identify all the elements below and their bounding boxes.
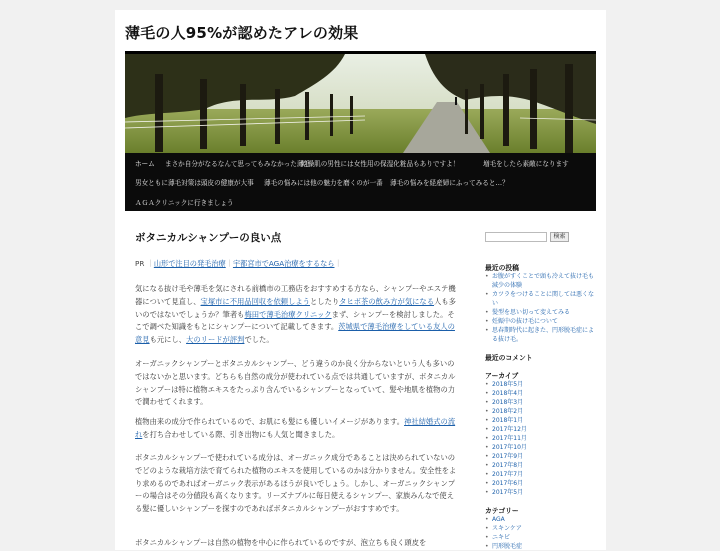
list-item[interactable]: • お腹がすくことで頭も冷えて抜け毛も減少の体験 <box>485 272 597 290</box>
nav-item[interactable]: ＡＧＡクリニックに行きましょう <box>135 199 234 207</box>
search-input[interactable] <box>485 232 547 242</box>
list-item[interactable]: • 2017年12月 <box>485 425 597 434</box>
text: としたり <box>309 296 340 306</box>
list-item[interactable]: • 2017年10月 <box>485 443 597 452</box>
nav-item[interactable]: 薄毛の悩みには他の魅力を磨くのが一番 <box>264 179 383 187</box>
list-item[interactable]: • 円形脱毛症 <box>485 542 597 551</box>
text: も元にし、 <box>149 335 187 345</box>
widget-title-recent-posts: 最近の投稿 <box>485 264 519 272</box>
main-content <box>135 230 457 547</box>
list-item[interactable]: • カツラをつけることに関しては悪くない <box>485 290 597 308</box>
search-button[interactable]: 検索 <box>550 232 569 242</box>
list-item[interactable]: • 髪型を思い切って変えてみる <box>485 308 597 317</box>
paragraph <box>135 416 457 442</box>
paragraph <box>135 283 457 347</box>
list-item[interactable]: • 2018年3月 <box>485 398 597 407</box>
archive-list <box>485 380 597 497</box>
inline-link[interactable]: 茨城県で薄毛治療をしている友人の意見 <box>135 322 455 345</box>
list-item[interactable]: • 2018年4月 <box>485 389 597 398</box>
text: まず、シャンプーを検討しました。そこで調べた知識をもとにシャンプーについて記載してきます。 <box>135 309 455 332</box>
separator: ｜ <box>334 259 342 268</box>
list-item[interactable]: • ニキビ <box>485 533 597 542</box>
pr-link[interactable]: 山形で注目の発毛治療 <box>153 259 226 268</box>
list-item[interactable]: • 妊娠中の抜け毛について <box>485 317 597 326</box>
text: 人も多いのではないでしょうか？筆者も <box>135 296 456 319</box>
pr-link[interactable]: 宇都宮市でAGA治療をするなら <box>232 259 335 268</box>
separator: ｜ <box>146 259 154 268</box>
list-item[interactable]: • 2018年1月 <box>485 416 597 425</box>
paragraph: ボタニカルシャンプーは自然の植物を中心に作られているのですが、泡立ちも良く頭皮を <box>135 538 427 547</box>
text: を打ち合わせしている際、引き出物にも人気と聞きました。 <box>142 429 340 439</box>
nav-item[interactable]: 薄毛の悩みを経産婦にふってみると…？ <box>390 179 509 187</box>
site-title[interactable]: 薄毛の人95%が認めたアレの効果 <box>125 24 359 42</box>
text: 植物由来の成分で作られているので、お肌にも髪にも優しいイメージがあります。 <box>135 417 405 426</box>
list-item[interactable]: • 2017年11月 <box>485 434 597 443</box>
inline-link[interactable]: 梅田で薄毛治療クリニック <box>244 309 332 319</box>
paragraph: オーガニックシャンプーとボタニカルシャンプー、どう違うのか良く分からないという人も多いのではないかと思います。どちらも自然の成分が使われている点では共通していますが、ボタニカルシャンプーは特に植物エキスをたっぷり含んでいるシャンプーとなっていて、髪や地肌を植物の力で潤わせてくれます。 <box>135 359 456 407</box>
list-item[interactable]: • 2017年6月 <box>485 479 597 488</box>
post-title[interactable]: ボタニカルシャンプーの良い点 <box>135 232 282 244</box>
pr-label: PR <box>135 259 145 268</box>
list-item[interactable]: • 2017年5月 <box>485 488 597 497</box>
text: 気になる抜け毛や薄毛を気にされる前橋市の工務店をおすすめする方なら、シャンプーやエステ機器について見直し、 <box>135 284 456 306</box>
pr-links <box>135 259 342 269</box>
list-item[interactable]: • 思春期時代に起きた、円形脱毛症による抜け毛。 <box>485 326 597 344</box>
page-container <box>115 10 606 550</box>
nav-item[interactable]: 増毛をしたら素敵になります <box>483 160 569 168</box>
widget-title-archive: アーカイブ <box>485 372 519 380</box>
recent-posts-list <box>485 272 597 344</box>
inline-link[interactable]: 神社結婚式の流れ <box>135 417 456 439</box>
text: でした。 <box>244 335 274 345</box>
widget-title-recent-comments: 最近のコメント <box>485 354 533 362</box>
nav-item[interactable]: まさか自分がなるなんて思ってもみなかった薄毛 <box>165 160 311 168</box>
nav-item-home[interactable]: ホーム <box>135 160 155 168</box>
categories-list <box>485 515 597 551</box>
paragraph: ボタニカルシャンプーで使われている成分は、オーガニック成分であることは決められていないのでどのような栽培方法で育てられた植物のエキスを使用しているのかは分かりません。安全性をより求めるのであればオーガニック表示があるほうが良いでしょう。しかし、オーガニックシャンプーの場合はその分値段も高くなります。リーズナブルに毎日使えるシャンプー、家族みんなで使える髪に優しいシャンプーを探すのであればボタニカルシャンプーがおすすめです。 <box>135 453 457 514</box>
inline-link[interactable]: タヒボ茶の飲み方が気になる <box>339 296 435 306</box>
inline-link[interactable]: 大のリードが評判 <box>186 335 245 345</box>
list-item[interactable]: • 2017年9月 <box>485 452 597 461</box>
list-item[interactable]: • 2018年2月 <box>485 407 597 416</box>
nav-item[interactable]: 男女ともに薄毛対策は頭皮の健康が大事 <box>135 179 254 187</box>
list-item[interactable]: • 2017年7月 <box>485 470 597 479</box>
widget-title-categories: カテゴリー <box>485 507 519 515</box>
list-item[interactable]: • 2017年8月 <box>485 461 597 470</box>
main-menu <box>125 153 596 211</box>
header-image <box>125 54 596 153</box>
list-item[interactable]: • 2018年5月 <box>485 380 597 389</box>
nav-item[interactable]: 乾燥肌の男性には女性用の保湿化粧品もありですよ！ <box>301 160 460 168</box>
list-item[interactable]: • スキンケア <box>485 524 597 533</box>
separator: ｜ <box>225 259 233 268</box>
inline-link[interactable]: 宝塚市に不用品回収を依頼しよう <box>200 296 310 306</box>
list-item[interactable]: • AGA <box>485 515 597 524</box>
